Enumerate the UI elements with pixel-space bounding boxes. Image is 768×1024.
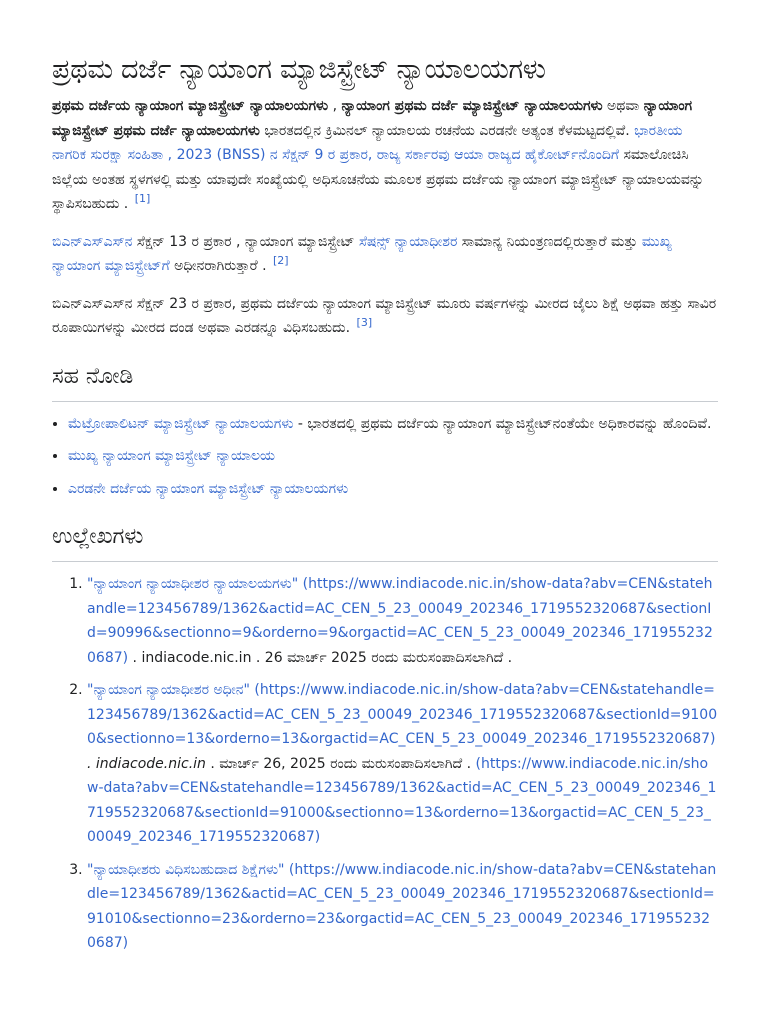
reference-1-title-link[interactable]: "ನ್ಯಾಯಾಂಗ ನ್ಯಾಯಾಧೀಶರ ನ್ಯಾಯಾಲಯಗಳು"	[87, 576, 299, 592]
see-also-heading: ಸಹ ನೋಡಿ	[52, 361, 718, 402]
reference-3-title-link[interactable]: "ನ್ಯಾಯಾಧೀಶರು ವಿಧಿಸಬಹುದಾದ ಶಿಕ್ಷೆಗಳು"	[87, 861, 285, 878]
reference-item	[87, 678, 718, 850]
reference-item	[87, 572, 718, 670]
para2-text-3: ಅಧೀನರಾಗಿರುತ್ತಾರೆ .	[169, 258, 271, 274]
reference-3-url-link[interactable]: (https://www.indiacode.nic.in/show-data?abv=CEN&statehandle=123456789/1362&actid=AC_CEN_5_23_00049_202346_1719552320687&sectionId=91010&sectionno=23&orderno=23&orgactid=AC_CEN_5_23_00049_202346_1719552320687)	[87, 861, 717, 951]
bold-term-2: ನ್ಯಾಯಾಂಗ ಪ್ರಥಮ ದರ್ಜೆ ಮ್ಯಾಜಿಸ್ಟ್ರೇಟ್ ನ್ಯಾಯಾಲಯಗಳು	[341, 98, 603, 114]
reference-2-date: . ಮಾರ್ಚ್ 26, 2025 ರಂದು ಮರುಸಂಪಾದಿಸಲಾಗಿದೆ .	[205, 755, 476, 772]
section-13-paragraph	[52, 230, 718, 279]
intro-text-2: ಸಮಾಲೋಚಿಸಿ ಜಿಲ್ಲೆಯ ಅಂತಹ ಸ್ಥಳಗಳಲ್ಲಿ ಮತ್ತು ಯಾವುದೇ ಸಂಖ್ಯೆಯಲ್ಲಿ ಅಧಿಸೂಚನೆಯ ಮೂಲಕ ಪ್ರಥಮ ದರ್ಜೆಯ ನ್ಯಾಯಾಂಗ ಮ್ಯಾಜಿಸ್ಟ್ರೇಟ್ ನ್ಯಾಯಾಲಯವನ್ನು ಸ್ಥಾಪಿಸಬಹುದು .	[52, 147, 704, 212]
reference-item	[87, 858, 718, 956]
sessions-judge-link[interactable]: ಸೆಷನ್ಸ್ ನ್ಯಾಯಾಧೀಶರ	[358, 233, 458, 250]
bnss-section-9-link[interactable]: ಭಾರತೀಯ ನಾಗರಿಕ ಸುರಕ್ಷಾ ಸಂಹಿತಾ , 2023 (BNSS) ನ ಸೆಕ್ಷನ್ 9 ರ ಪ್ರಕಾರ, ರಾಜ್ಯ ಸರ್ಕಾರವು ಆಯಾ ರಾಜ್ಯದ ಹೈಕೋರ್ಟ್‌ನೊಂದಿಗೆ	[52, 122, 683, 163]
list-item	[68, 412, 718, 437]
citation-1-link[interactable]: [1]	[134, 192, 151, 206]
citation-3-link[interactable]: [3]	[356, 316, 373, 330]
article-content	[52, 0, 718, 964]
metropolitan-magistrate-link[interactable]: ಮೆಟ್ರೋಪಾಲಿಟನ್ ಮ್ಯಾಜಿಸ್ಟ್ರೇಟ್ ನ್ಯಾಯಾಲಯಗಳು	[68, 415, 294, 432]
list-item	[68, 444, 718, 469]
page-title: ಪ್ರಥಮ ದರ್ಜೆ ನ್ಯಾಯಾಂಗ ಮ್ಯಾಜಿಸ್ಟ್ರೇಟ್ ನ್ಯಾಯಾಲಯಗಳು	[52, 54, 546, 85]
bold-term-1: ಪ್ರಥಮ ದರ್ಜೆಯ ನ್ಯಾಯಾಂಗ ಮ್ಯಾಜಿಸ್ಟ್ರೇಟ್ ನ್ಯಾಯಾಲಯಗಳು	[52, 98, 329, 114]
intro-sep-1: ,	[328, 98, 342, 114]
reference-2-url-link[interactable]: (https://www.indiacode.nic.in/show-data?abv=CEN&statehandle=123456789/1362&actid=AC_CEN_5_23_00049_202346_1719552320687&sectionId=91000&sectionno=13&orderno=13&orgactid=AC_CEN_5_23_00049_202346_1719552320687)	[87, 682, 718, 747]
chief-judicial-magistrate-link[interactable]: ಮುಖ್ಯ ನ್ಯಾಯಾಂಗ ಮ್ಯಾಜಿಸ್ಟ್ರೇಟ್‌ಗೆ	[52, 233, 672, 274]
intro-paragraph	[52, 94, 718, 217]
reference-2-title-link[interactable]: "ನ್ಯಾಯಾಂಗ ನ್ಯಾಯಾಧೀಶರ ಅಧೀನ"	[87, 682, 250, 698]
bold-term-3: ನ್ಯಾಯಾಂಗ ಮ್ಯಾಜಿಸ್ಟ್ರೇಟ್ ಪ್ರಥಮ ದರ್ಜೆ ನ್ಯಾಯಾಲಯಗಳು	[52, 98, 693, 139]
reference-2-source: . indiacode.nic.in	[87, 755, 206, 772]
citation-2-link[interactable]: [2]	[273, 254, 289, 268]
para3-text: ಬಿಎನ್‌ಎಸ್‌ಎಸ್‌ನ ಸೆಕ್ಷನ್ 23 ರ ಪ್ರಕಾರ, ಪ್ರಥಮ ದರ್ಜೆಯ ನ್ಯಾಯಾಂಗ ಮ್ಯಾಜಿಸ್ಟ್ರೇಟ್ ಮೂರು ವರ್ಷಗಳನ್ನು ಮೀರದ ಜೈಲು ಶಿಕ್ಷೆ ಅಥವಾ ಹತ್ತು ಸಾವಿರ ರೂಪಾಯಿಗಳನ್ನು ಮೀರದ ದಂಡ ಅಥವಾ ಎರಡನ್ನೂ ವಿಧಿಸಬಹುದು.	[52, 295, 717, 336]
section-23-paragraph	[52, 292, 718, 341]
intro-sep-2: ಅಥವಾ	[602, 98, 644, 114]
see-also-list	[52, 412, 718, 502]
references-list	[52, 572, 718, 956]
reference-1-source: . indiacode.nic.in	[128, 649, 252, 666]
intro-text-1: ಭಾರತದಲ್ಲಿನ ಕ್ರಿಮಿನಲ್ ನ್ಯಾಯಾಲಯ ರಚನೆಯ ಎರಡನೇ ಅತ್ಯಂತ ಕೆಳಮಟ್ಟದಲ್ಲಿವೆ.	[259, 122, 635, 139]
reference-2-archive-link[interactable]: (https://www.indiacode.nic.in/show-data?abv=CEN&statehandle=123456789/1362&actid=AC_CEN_5_23_00049_202346_1719552320687&sectionId=91000&sectionno=13&orderno=13&orgactid=AC_CEN_5_23_00049_202346_1719552320687)	[87, 755, 717, 845]
bnss-link[interactable]: ಬಿಎನ್‌ಎಸ್‌ಎಸ್‌ನ	[52, 233, 133, 250]
see-also-desc: - ಭಾರತದಲ್ಲಿ ಪ್ರಥಮ ದರ್ಜೆಯ ನ್ಯಾಯಾಂಗ ಮ್ಯಾಜಿಸ್ಟ್ರೇಟ್‌ನಂತೆಯೇ ಅಧಿಕಾರವನ್ನು ಹೊಂದಿವೆ.	[293, 415, 712, 432]
para2-text-1: ಸೆಕ್ಷನ್ 13 ರ ಪ್ರಕಾರ , ನ್ಯಾಯಾಂಗ ಮ್ಯಾಜಿಸ್ಟ್ರೇಟ್	[132, 233, 359, 250]
reference-1-date: . 26 ಮಾರ್ಚ್ 2025 ರಂದು ಮರುಸಂಪಾದಿಸಲಾಗಿದೆ .	[251, 649, 513, 666]
chief-judicial-magistrate-court-link[interactable]: ಮುಖ್ಯ ನ್ಯಾಯಾಂಗ ಮ್ಯಾಜಿಸ್ಟ್ರೇಟ್ ನ್ಯಾಯಾಲಯ	[68, 448, 276, 464]
second-class-magistrate-link[interactable]: ಎರಡನೇ ದರ್ಜೆಯ ನ್ಯಾಯಾಂಗ ಮ್ಯಾಜಿಸ್ಟ್ರೇಟ್ ನ್ಯಾಯಾಲಯಗಳು	[68, 480, 349, 497]
reference-1-url-link[interactable]: (https://www.indiacode.nic.in/show-data?abv=CEN&statehandle=123456789/1362&actid=AC_CEN_5_23_00049_202346_1719552320687&sectionId=90996&sectionno=9&orderno=9&orgactid=AC_CEN_5_23_00049_202346_1719552320687)	[87, 576, 713, 666]
references-heading: ಉಲ್ಲೇಖಗಳು	[52, 521, 718, 562]
list-item	[68, 477, 718, 502]
para2-text-2: ಸಾಮಾನ್ಯ ನಿಯಂತ್ರಣದಲ್ಲಿರುತ್ತಾರೆ ಮತ್ತು	[457, 233, 642, 250]
